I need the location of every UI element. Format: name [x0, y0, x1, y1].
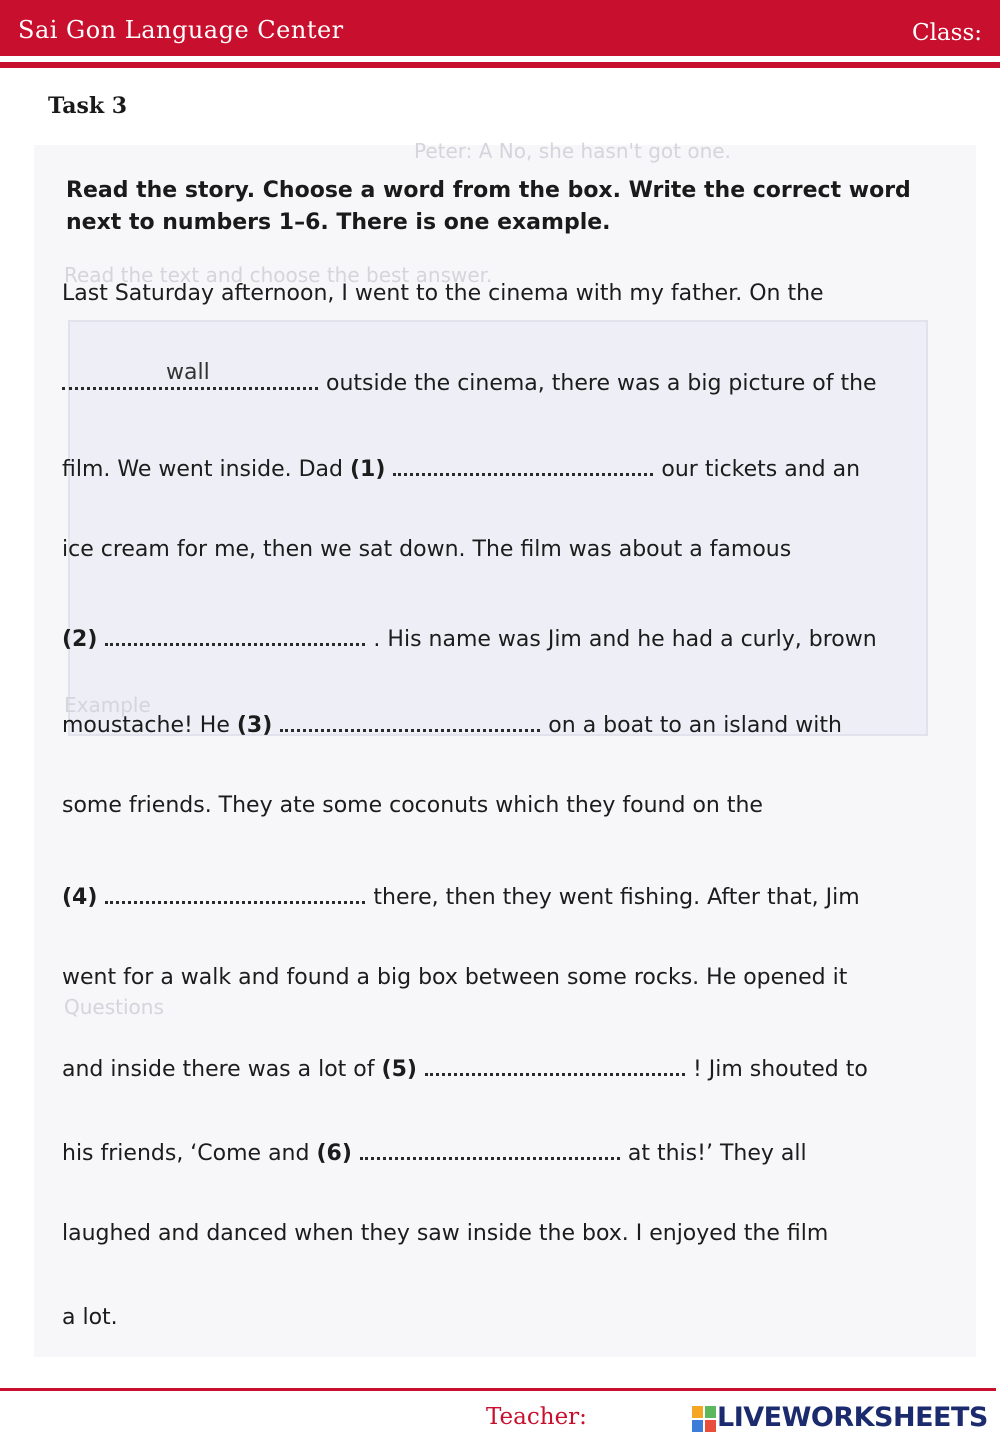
- task-instructions: Read the story. Choose a word from the box. Write the correct word next to numbers 1–6. There is one example.: [66, 178, 911, 235]
- header-divider: [0, 62, 1000, 68]
- answer-blank-3[interactable]: [280, 707, 540, 732]
- gap-number-5: (5): [381, 1057, 417, 1082]
- answer-blank-1[interactable]: [393, 451, 653, 476]
- story-text: at this!’ They all: [627, 1141, 807, 1166]
- story-line: went for a walk and found a big box between some rocks. He opened it: [62, 965, 848, 990]
- worksheet-area: [34, 139, 976, 1357]
- story-line: [62, 707, 942, 738]
- story-text: there, then they went fishing. After that, Jim: [373, 885, 860, 910]
- example-answer: wall: [166, 360, 210, 385]
- story-line: [62, 879, 942, 910]
- answer-blank-5[interactable]: [425, 1051, 685, 1076]
- task-title: Task 3: [48, 93, 128, 119]
- liveworksheets-logo-icon: [692, 1406, 716, 1432]
- answer-blank-2[interactable]: [105, 621, 365, 646]
- story-text: outside the cinema, there was a big picture of the: [326, 371, 877, 396]
- story-line: [62, 360, 942, 396]
- story-text: ! Jim shouted to: [692, 1057, 868, 1082]
- story-line: laughed and danced when they saw inside the box. I enjoyed the film: [62, 1221, 829, 1246]
- story-line: ice cream for me, then we sat down. The film was about a famous: [62, 537, 792, 562]
- faded-bleed-through-text: Peter: A No, she hasn't got one.: [414, 139, 731, 163]
- story-text: moustache! He: [62, 713, 230, 738]
- example-answer-blank: [62, 360, 318, 390]
- faded-bleed-through-text: Example: [64, 693, 151, 717]
- story-line: [62, 451, 942, 482]
- faded-bleed-through-text: Read the text and choose the best answer.: [64, 263, 493, 287]
- story-text: our tickets and an: [661, 457, 861, 482]
- story-line: some friends. They ate some coconuts which they found on the: [62, 793, 763, 818]
- story-text: his friends, ‘Come and: [62, 1141, 310, 1166]
- gap-number-1: (1): [349, 457, 386, 482]
- story-text: on a boat to an island with: [548, 713, 842, 738]
- gap-number-2: (2): [62, 627, 98, 652]
- story-text: and inside there was a lot of: [62, 1057, 375, 1082]
- story-text: . His name was Jim and he had a curly, brown: [373, 627, 877, 652]
- story-line: [62, 1051, 942, 1082]
- answer-blank-6[interactable]: [360, 1135, 620, 1160]
- answer-blank-4[interactable]: [105, 879, 365, 904]
- class-label: Class:: [911, 20, 982, 46]
- brand-logo-text[interactable]: LIVEWORKSHEETS: [717, 1402, 988, 1433]
- gap-number-3: (3): [236, 713, 273, 738]
- center-name: Sai Gon Language Center: [18, 16, 344, 44]
- footer-divider: [0, 1388, 996, 1391]
- story-line: Last Saturday afternoon, I went to the cinema with my father. On the: [62, 281, 824, 306]
- gap-number-4: (4): [62, 885, 98, 910]
- story-text: film. We went inside. Dad: [62, 457, 343, 482]
- faded-bleed-through-text: Questions: [64, 995, 164, 1019]
- story-line: [62, 621, 942, 652]
- story-line: a lot.: [62, 1305, 118, 1330]
- header-bar: [0, 0, 1000, 56]
- story-line: [62, 1135, 942, 1166]
- gap-number-6: (6): [316, 1141, 352, 1166]
- teacher-label: Teacher:: [486, 1404, 587, 1430]
